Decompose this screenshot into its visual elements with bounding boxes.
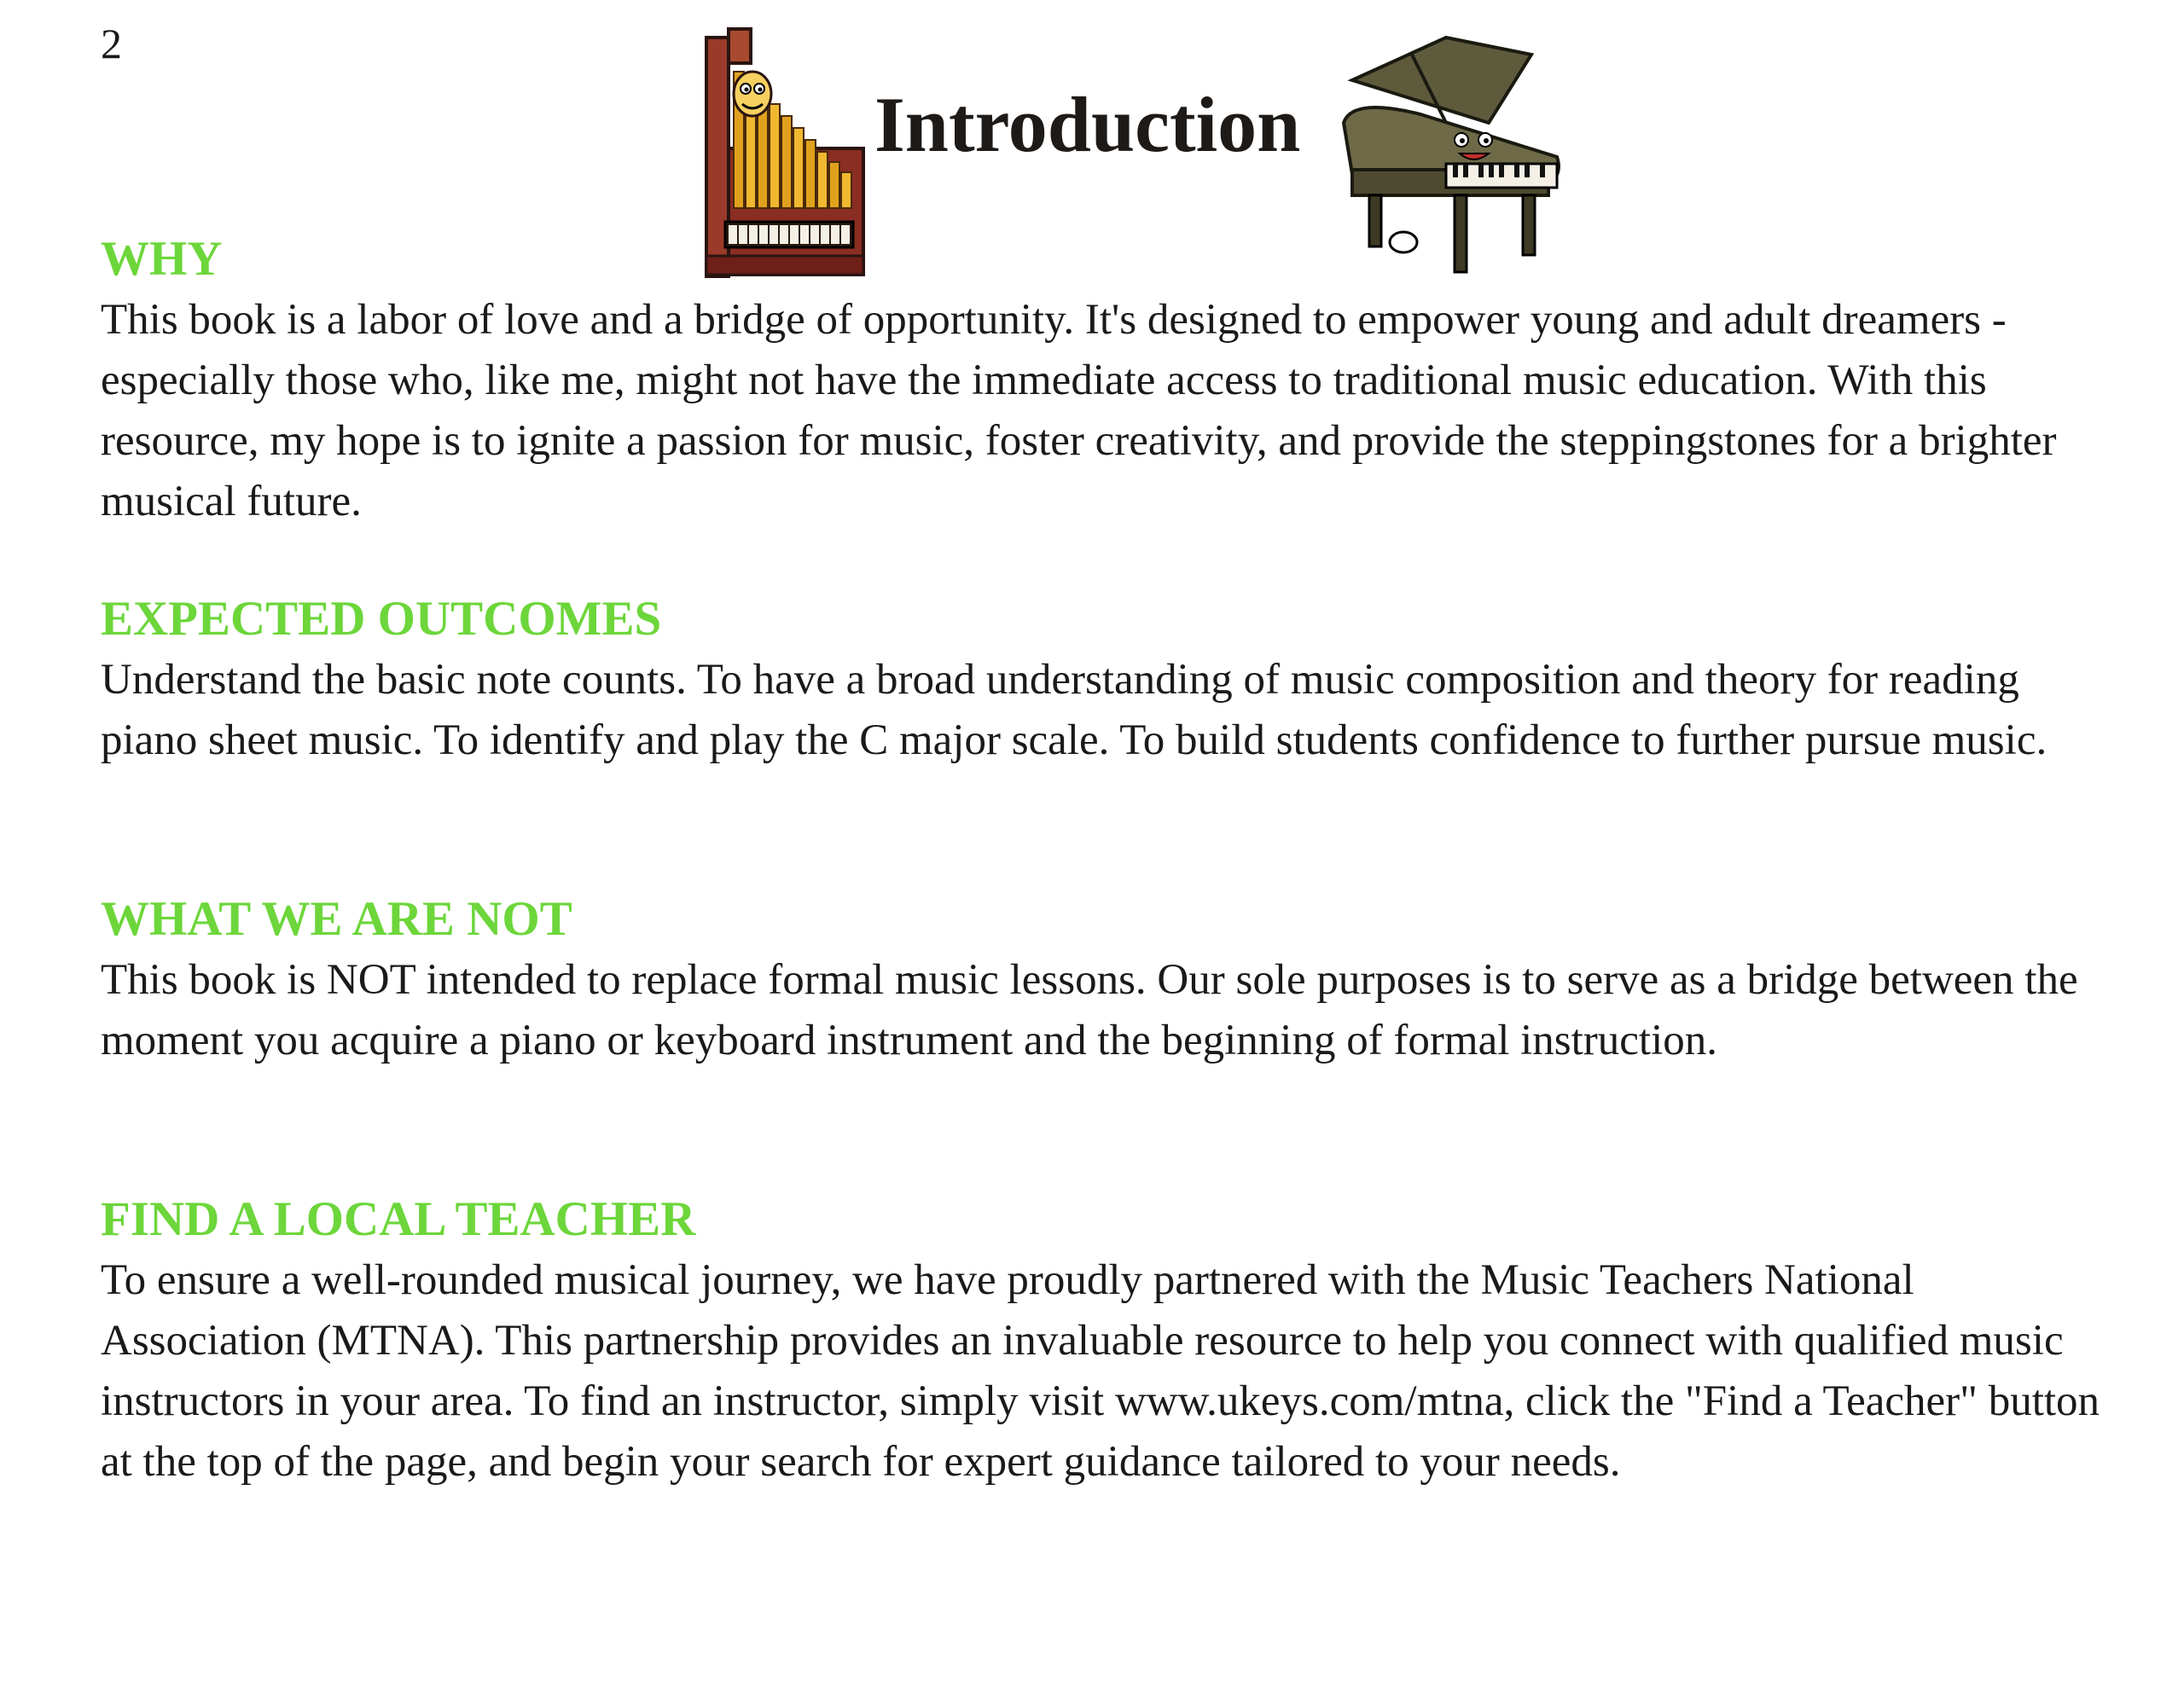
section-body-why: This book is a labor of love and a bridge of opportunity. It's designed to empower young and adult dreamers - especially those who, like me, might not have the immediate access to traditional music education. With this resource, my hope is to ignite a passion for music, foster creativity, and provide the steppingstones for a brighter musical future. bbox=[101, 295, 2057, 525]
page-number: 2 bbox=[101, 20, 122, 67]
section-heading-why: WHY bbox=[101, 232, 223, 286]
section-body-expected-outcomes: Understand the basic note counts. To have a broad understanding of music composition and theory for reading piano sheet music. To identify and play the C major scale. To build students confidence to further pursue music. bbox=[101, 655, 2048, 764]
page-title: Introduction bbox=[874, 81, 1301, 168]
section-what-we-are-not bbox=[101, 892, 2114, 1071]
section-find-a-local-teacher bbox=[101, 1192, 2114, 1493]
section-heading-find-a-local-teacher: FIND A LOCAL TEACHER bbox=[101, 1192, 696, 1246]
section-body-find-a-local-teacher: To ensure a well-rounded musical journey, we have proudly partnered with the Music Teachers National Association (MTNA). This partnership provides an invaluable resource to help you connect with qualified music instructors in your area. To find an instructor, simply visit www.ukeys.com/mtna, click the "Find a Teacher" button at the top of the page, and begin your search for expert guidance tailored to your needs. bbox=[101, 1255, 2100, 1486]
section-heading-what-we-are-not: WHAT WE ARE NOT bbox=[101, 892, 572, 946]
section-expected-outcomes bbox=[101, 592, 2114, 771]
section-heading-expected-outcomes: EXPECTED OUTCOMES bbox=[101, 592, 662, 646]
section-body-what-we-are-not: This book is NOT intended to replace formal music lessons. Our sole purposes is to serve as a bridge between the moment you acquire a piano or keyboard instrument and the beginning of formal instruction. bbox=[101, 955, 2078, 1064]
section-why bbox=[101, 232, 2114, 532]
